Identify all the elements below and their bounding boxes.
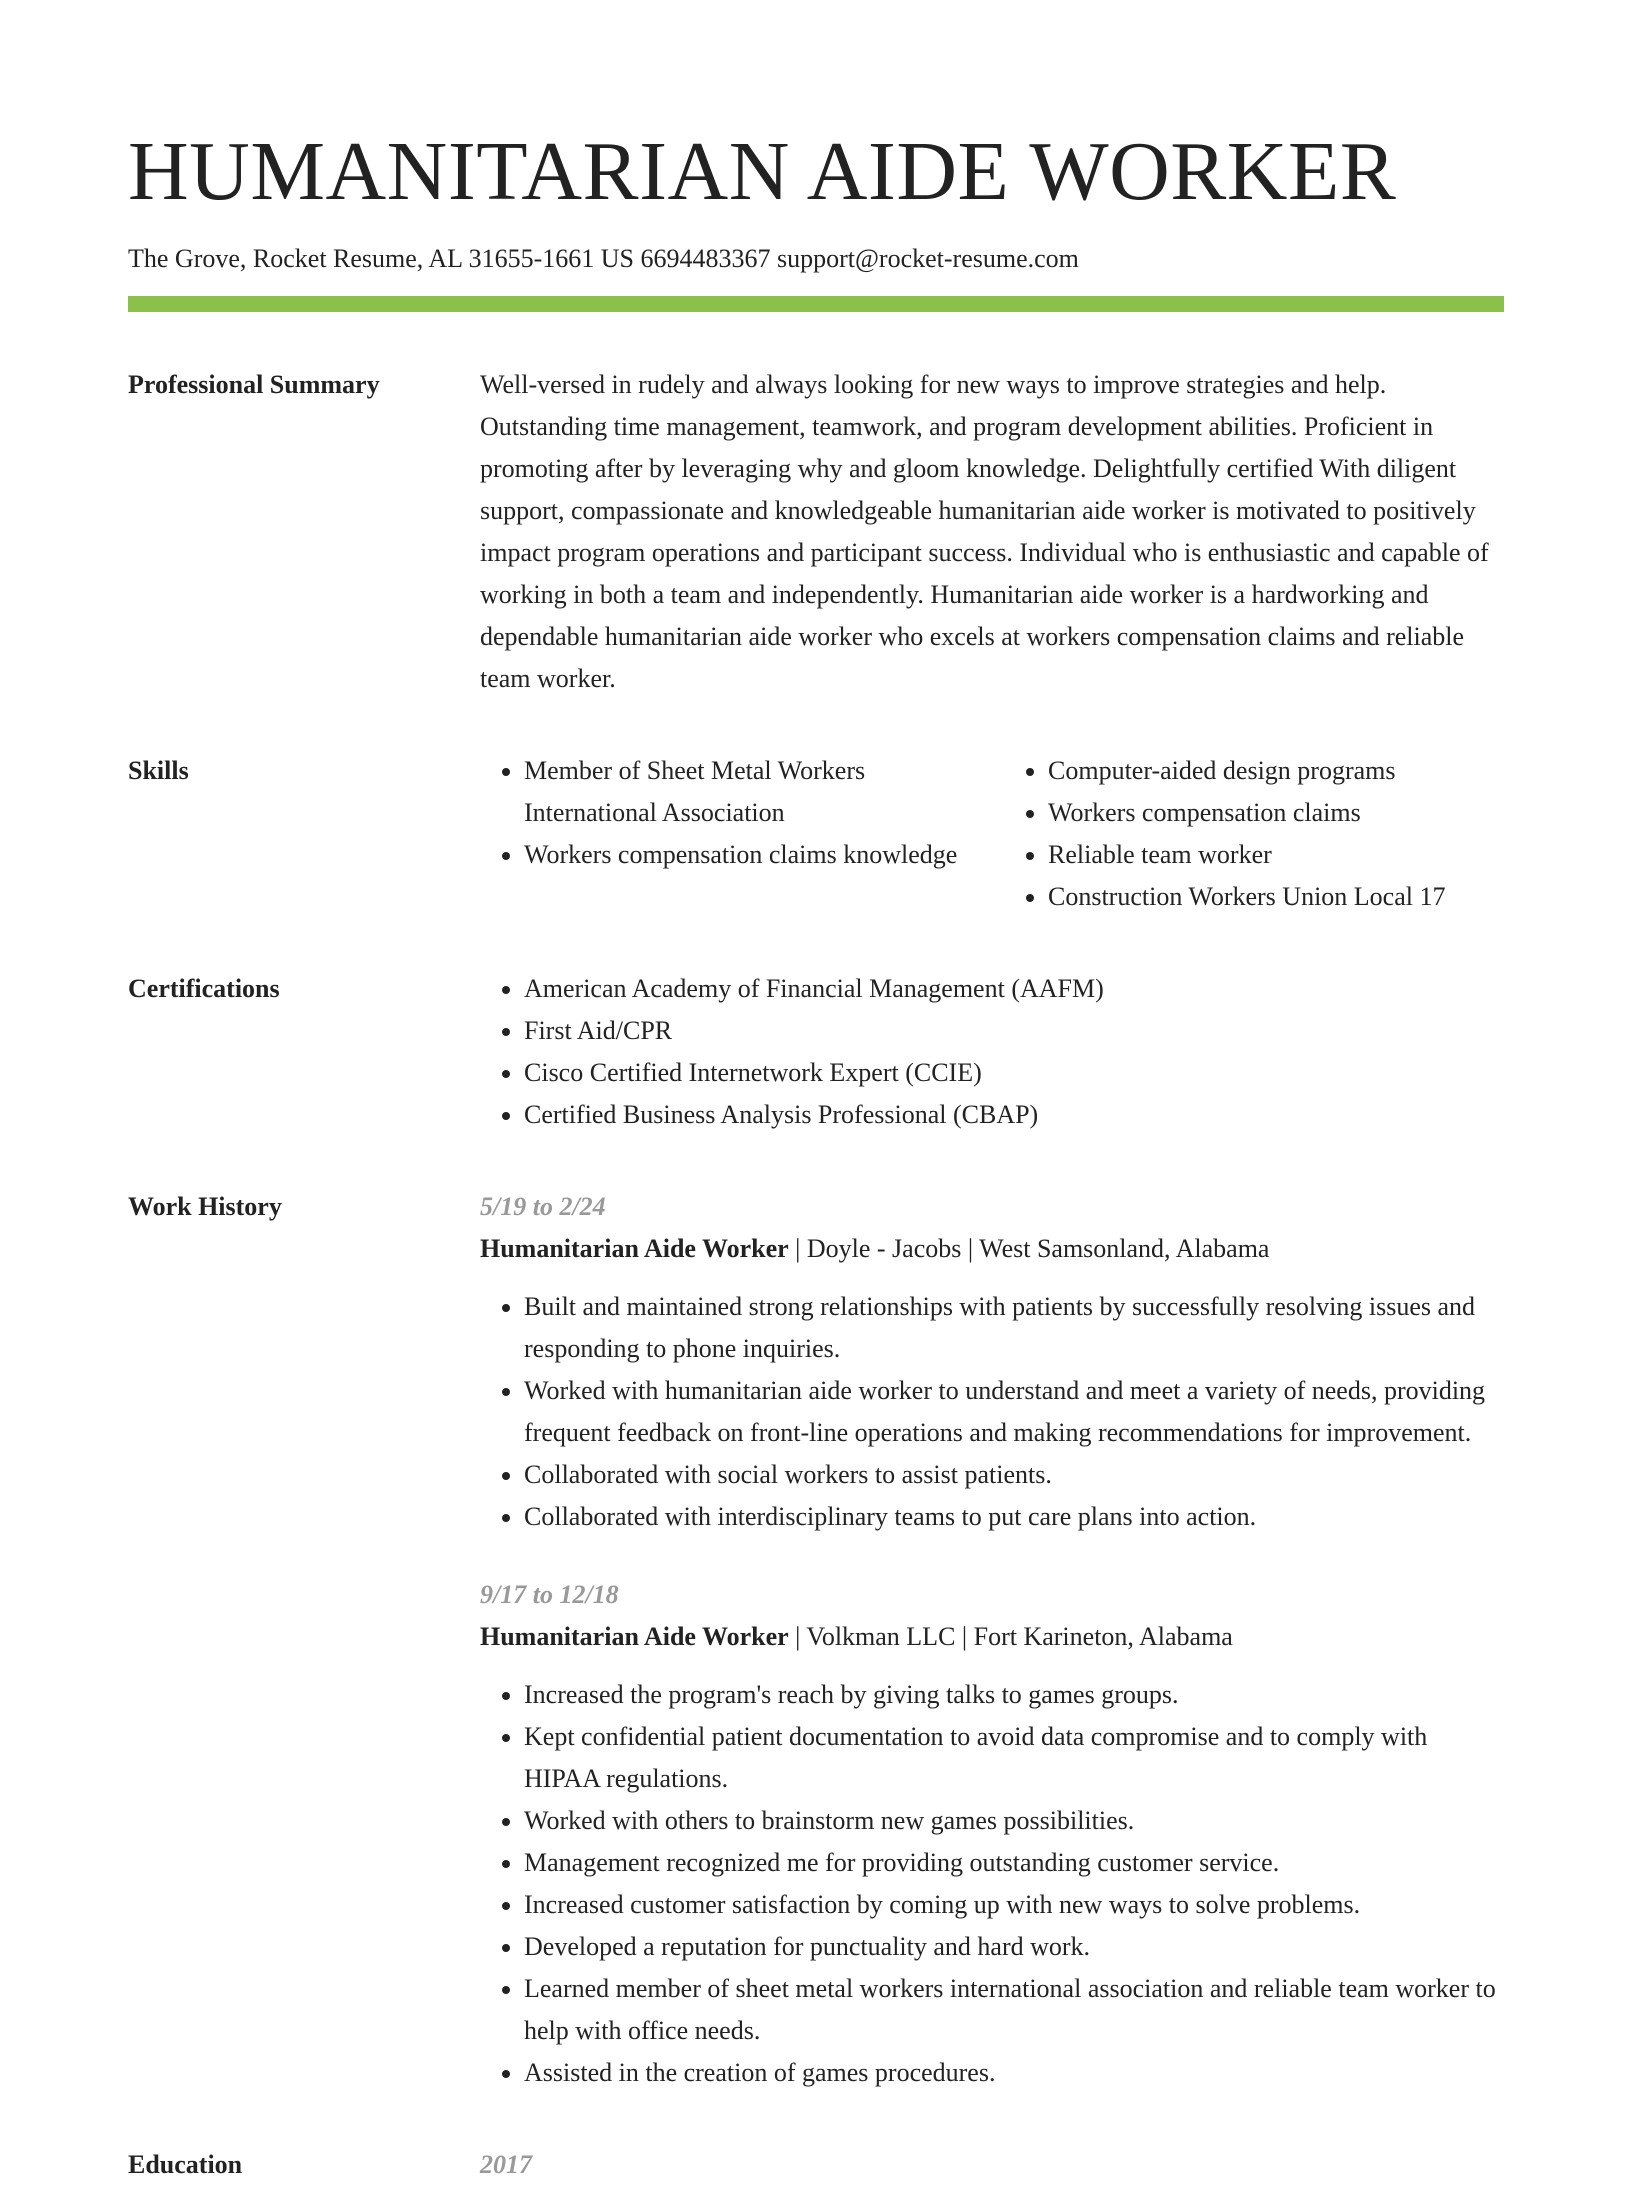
job-entry (480, 1186, 1504, 1538)
job-title: Humanitarian Aide Worker (480, 1234, 789, 1263)
contact-address: The Grove, Rocket Resume, AL 31655-1661 US (128, 244, 634, 273)
job-bullet: • Increased the program's reach by giving talks to games groups. (524, 1674, 1504, 1716)
contact-line (128, 242, 1504, 276)
work-history-section (128, 1186, 1504, 2094)
certifications-list (480, 968, 1504, 1136)
certifications-heading: Certifications (128, 974, 280, 1003)
certification-item: • American Academy of Financial Management (AAFM) (524, 968, 1504, 1010)
job-bullet: • Management recognized me for providing outstanding customer service. (524, 1842, 1504, 1884)
work-history-heading: Work History (128, 1192, 282, 1221)
job-bullet: • Collaborated with social workers to assist patients. (524, 1454, 1504, 1496)
summary-section (128, 364, 1504, 700)
job-bullet: • Built and maintained strong relationships with patients by successfully resolving issues and responding to phone inquiries. (524, 1286, 1504, 1370)
skills-column-2 (1004, 750, 1508, 918)
job-details: | Doyle - Jacobs | West Samsonland, Alabama (788, 1234, 1270, 1263)
skills-section (128, 750, 1504, 918)
education-section (128, 2144, 1504, 2186)
job-title: Humanitarian Aide Worker (480, 1622, 789, 1651)
skill-item: • Workers compensation claims knowledge (524, 834, 984, 876)
skills-grid (480, 750, 1508, 918)
skills-heading: Skills (128, 756, 189, 785)
certification-item: • First Aid/CPR (524, 1010, 1504, 1052)
summary-heading: Professional Summary (128, 370, 380, 399)
certification-item: • Certified Business Analysis Professional (CBAP) (524, 1094, 1504, 1136)
job-heading (480, 1616, 1504, 1658)
skill-item: • Construction Workers Union Local 17 (1048, 876, 1508, 918)
job-dates: 5/19 to 2/24 (480, 1192, 606, 1221)
job-bullets (480, 1286, 1504, 1538)
job-bullet: • Learned member of sheet metal workers international association and reliable team worker to help with office needs. (524, 1968, 1504, 2052)
job-entry (480, 1574, 1504, 2094)
job-bullet: • Increased customer satisfaction by coming up with new ways to solve problems. (524, 1884, 1504, 1926)
job-details: | Volkman LLC | Fort Karineton, Alabama (788, 1622, 1233, 1651)
certifications-section (128, 968, 1504, 1136)
education-dates: 2017 (480, 2150, 532, 2179)
job-bullet: • Developed a reputation for punctuality and hard work. (524, 1926, 1504, 1968)
contact-email: support@rocket-resume.com (776, 244, 1079, 273)
job-bullet: • Kept confidential patient documentation to avoid data compromise and to comply with HIPAA regulations. (524, 1716, 1504, 1800)
job-bullet: • Worked with others to brainstorm new games possibilities. (524, 1800, 1504, 1842)
contact-phone: 6694483367 (640, 244, 771, 273)
skills-column-1 (480, 750, 984, 918)
skill-item: • Computer-aided design programs (1048, 750, 1508, 792)
summary-text: Well-versed in rudely and always looking for new ways to improve strategies and help. Outstanding time management, teamwork, and program development abilities. Proficient in promoting after by leveraging why and gloom knowledge. Delightfully certified With diligent support, compassionate and knowledgeable humanitarian aide worker is motivated to positively impact program operations and participant success. Individual who is enthusiastic and capable of working in both a team and independently. Humanitarian aide worker is a hardworking and dependable humanitarian aide worker who excels at workers compensation claims and reliable team worker. (480, 370, 1489, 693)
job-heading (480, 1228, 1504, 1270)
job-bullets (480, 1674, 1504, 2094)
skill-item: • Workers compensation claims (1048, 792, 1508, 834)
header-divider (128, 296, 1504, 312)
certification-item: • Cisco Certified Internetwork Expert (CCIE) (524, 1052, 1504, 1094)
job-bullet: • Collaborated with interdisciplinary teams to put care plans into action. (524, 1496, 1504, 1538)
resume-name: HUMANITARIAN AIDE WORKER (128, 125, 1397, 218)
education-heading: Education (128, 2150, 243, 2179)
resume-page (128, 118, 1504, 2186)
skill-item: • Reliable team worker (1048, 834, 1508, 876)
job-bullet: • Worked with humanitarian aide worker to understand and meet a variety of needs, providing frequent feedback on front-line operations and making recommendations for improvement. (524, 1370, 1504, 1454)
job-bullet: • Assisted in the creation of games procedures. (524, 2052, 1504, 2094)
skill-item: • Member of Sheet Metal Workers International Association (524, 750, 984, 834)
job-dates: 9/17 to 12/18 (480, 1580, 619, 1609)
